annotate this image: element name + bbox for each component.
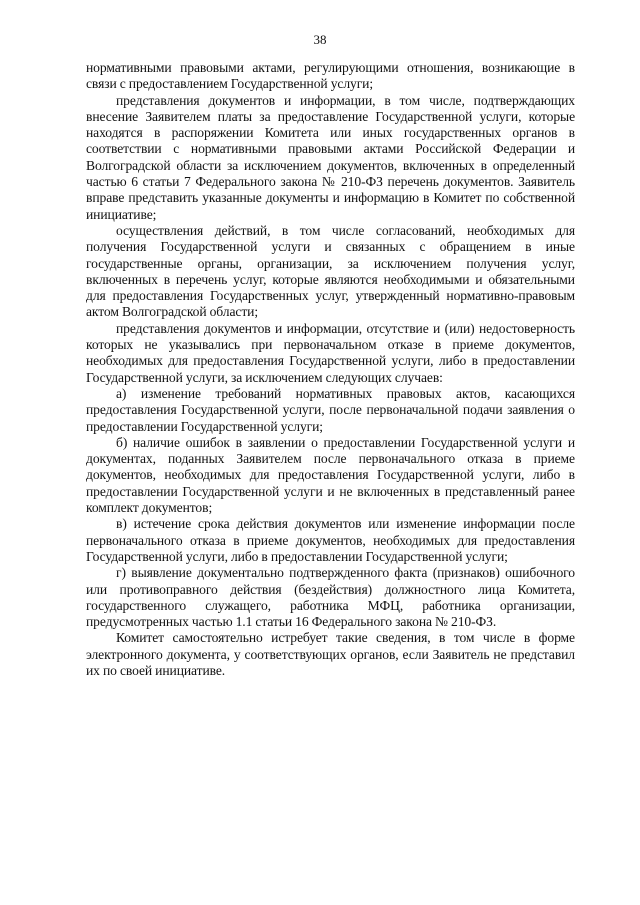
list-item-a: а) изменение требований нормативных правовых актов, касающихся предоставления Государственной услуги, после первоначальной подачи заявления о предоставлении Государственной услуги; xyxy=(86,385,575,434)
paragraph: осуществления действий, в том числе согласований, необходимых для получения Государственной услуги и связанных с обращением в иные государственные органы, организации, за исключением получения услуг, включенных в перечень услуг, которые являются необходимыми и обязательными для предоставления Государственных услуг, утвержденный нормативно-правовым актом Волгоградской области; xyxy=(86,222,575,320)
paragraph: Комитет самостоятельно истребует такие сведения, в том числе в форме электронного документа, у соответствующих органов, если Заявитель не представил их по своей инициативе. xyxy=(86,630,575,678)
list-item-g: г) выявление документально подтвержденного факта (признаков) ошибочного или противоправного действия (бездействия) должностного лица Комитета, государственного служащего, работника МФЦ, работника организации, предусмотренных частью 1.1 статьи 16 Федерального закона № 210-ФЗ. xyxy=(86,565,575,630)
page-number: 38 xyxy=(313,32,327,47)
paragraph: представления документов и информации, в том числе, подтверждающих внесение Заявителем платы за предоставление Государственной услуги, которые находятся в распоряжении Комитета или иных государственных органов в соответствии с нормативными правовыми актами Российской Федерации и Волгоградской области за исключением документов, включенных в определенный частью 6 статьи 7 Федерального закона № 210-ФЗ перечень документов. Заявитель вправе представить указанные документы и информацию в Комитет по собственной инициативе; xyxy=(86,92,575,222)
list-item-v: в) истечение срока действия документов или изменение информации после первоначального отказа в приеме документов, необходимых для предоставления Государственной услуги, либо в предоставлении Государственной услуги; xyxy=(86,516,575,564)
paragraph: нормативными правовыми актами, регулирующими отношения, возникающие в связи с предоставлением Государственной услуги; xyxy=(86,60,575,92)
list-item-b: б) наличие ошибок в заявлении о предоставлении Государственной услуги и документах, поданных Заявителем после первоначального отказа в приеме документов, необходимых для предоставления Государственной услуги, либо в предоставлении Государственной услуги и не включенных в представленный ранее комплект документов; xyxy=(86,434,575,516)
document-body xyxy=(86,60,575,679)
paragraph: представления документов и информации, отсутствие и (или) недостоверность которых не указывались при первоначальном отказе в приеме документов, необходимых для предоставления Государственной услуги, либо в предоставлении Государственной услуги, за исключением следующих случаев: xyxy=(86,320,575,385)
